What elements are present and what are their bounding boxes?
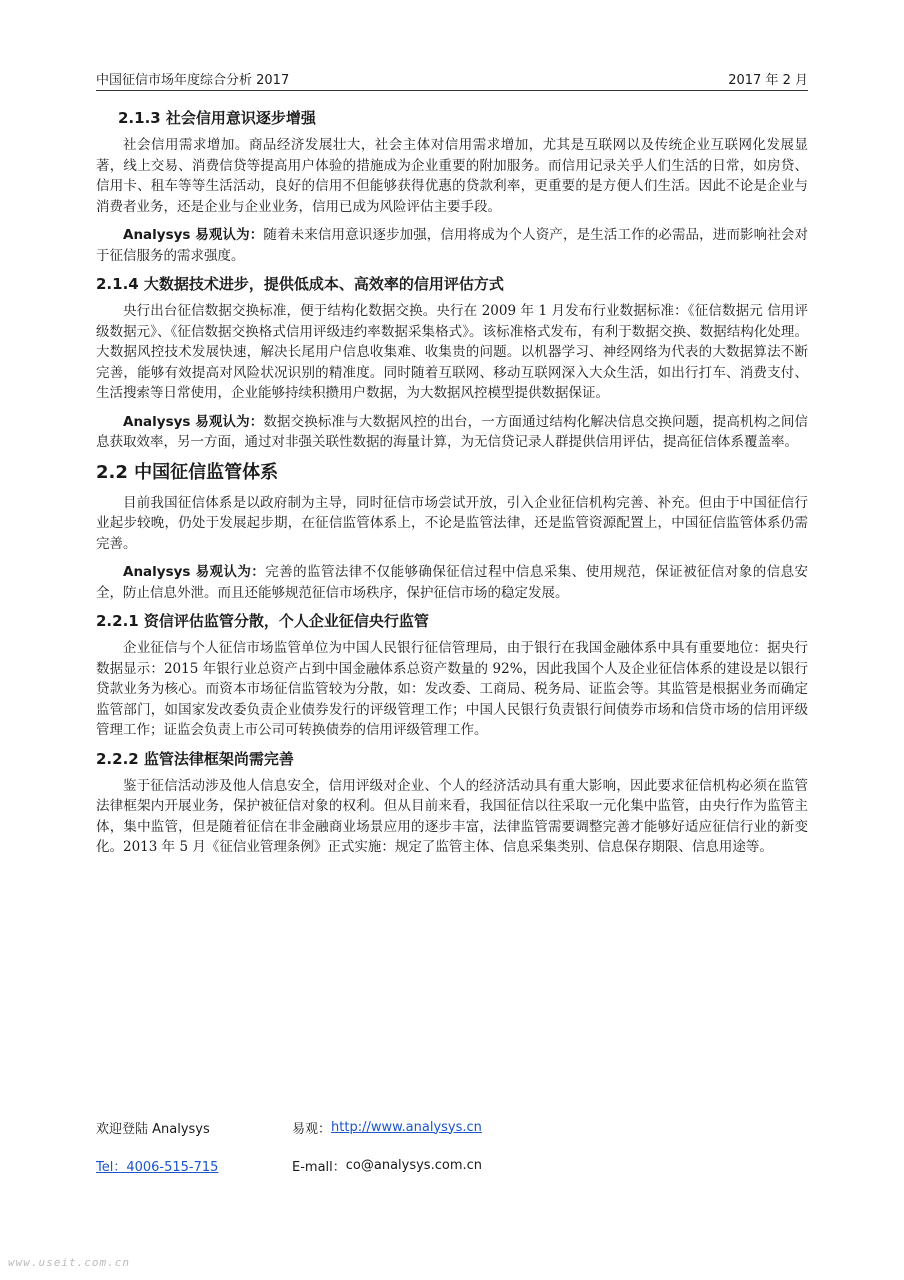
analysys-view-2-1-4	[96, 412, 808, 453]
heading-2-2-2: 2.2.2 监管法律框架尚需完善	[96, 749, 294, 768]
view-text: 数据交换标准与大数据风控的出台，一方面通过结构化解决信息交换问题，提高机构之间信息获取效率，另一方面，通过对非强关联性数据的海量计算，为无信贷记录人群提供信用评估，提高征信体系覆盖率。	[96, 413, 809, 450]
paragraph-2-2-2: 鉴于征信活动涉及他人信息安全，信用评级对企业、个人的经济活动具有重大影响，因此要求征信机构必须在监管法律框架内开展业务，保护被征信对象的权利。但从目前来看，我国征信以往采取一元化集中监管，由央行作为监管主体，集中监管，但是随着征信在非金融商业场景应用的逐步丰富，法律监管需要调整完善才能够好适应征信行业的新变化。2013 年 5 月《征信业管理条例》正式实施：规定了监管主体、信息采集类别、信息保存期限、信息用途等。	[96, 777, 808, 855]
paragraph-2-1-4: 央行出台征信数据交换标准，便于结构化数据交换。央行在 2009 年 1 月发布行业数据标准：《征信数据元 信用评级数据元》、《征信数据交换格式信用评级违约率数据采集格式》。该标准格式发布，有利于数据交换、数据结构化处理。大数据风控技术发展快速，解决长尾用户信息收集难、收集贵的问题。以机器学习、神经网络为代表的大数据算法不断完善，能够有效提高对风险状况识别的精准度。同时随着互联网、移动互联网深入大众生活，如出行打车、消费支付、生活搜索等日常使用，企业能够持续积攒用户数据，为大数据风控模型提供数据保证。	[96, 303, 808, 401]
footer-row-2	[96, 1146, 808, 1184]
welcome-text: 欢迎登陆 Analysys	[96, 1121, 210, 1137]
view-text: 随着未来信用意识逐步加强，信用将成为个人资产，是生活工作的必需品，进而影响社会对于征信服务的需求强度。	[96, 227, 809, 264]
analysys-view-2-2	[96, 562, 808, 603]
email-label: E-mall：	[292, 1159, 346, 1175]
watermark: www.useit.com.cn	[8, 1256, 130, 1269]
yiguan-label: 易观：	[292, 1121, 332, 1137]
report-title: 中国征信市场年度综合分析 2017	[96, 73, 290, 88]
analysys-view-2-1-3	[96, 225, 808, 266]
view-lead: Analysys 易观认为：	[123, 227, 264, 243]
tel-link[interactable]: Tel：4006-515-715	[96, 1159, 219, 1175]
page-content	[96, 102, 808, 866]
heading-2-2-1: 2.2.1 资信评估监管分散，个人企业征信央行监管	[96, 612, 429, 630]
heading-2-1-3: 2.1.3 社会信用意识逐步增强	[118, 109, 316, 127]
heading-2-2: 2.2 中国征信监管体系	[96, 461, 279, 483]
page-header	[96, 66, 808, 91]
paragraph-2-2: 目前我国征信体系是以政府制为主导，同时征信市场尝试开放，引入企业征信机构完善、补充。但由于中国征信行业起步较晚，仍处于发展起步期，在征信监管体系上，不论是监管法律，还是监管资源配置上，中国征信监管体系仍需完善。	[96, 494, 808, 552]
email-address: co@analysys.com.cn	[345, 1157, 482, 1173]
report-date: 2017 年 2 月	[728, 73, 808, 88]
view-lead: Analysys 易观认为：	[123, 564, 266, 580]
paragraph-2-1-3: 社会信用需求增加。商品经济发展壮大，社会主体对信用需求增加，尤其是互联网以及传统企业互联网化发展显著，线上交易、消费信贷等提高用户体验的措施成为企业重要的附加服务。而信用记录关乎人们生活的日常，如房贷、信用卡、租车等等生活活动，良好的信用不但能够获得优惠的贷款利率，更重要的是方便人们生活。因此不论是企业与消费者业务，还是企业与企业业务，信用已成为风险评估主要手段。	[96, 137, 808, 215]
footer-row-1	[96, 1108, 808, 1146]
website-link[interactable]: http://www.analysys.cn	[331, 1119, 482, 1135]
heading-2-1-4: 2.1.4 大数据技术进步，提供低成本、高效率的信用评估方式	[96, 275, 504, 293]
page-footer	[96, 1108, 808, 1184]
view-lead: Analysys 易观认为：	[123, 413, 264, 430]
paragraph-2-2-1: 企业征信与个人征信市场监管单位为中国人民银行征信管理局，由于银行在我国金融体系中具有重要地位：据央行数据显示：2015 年银行业总资产占到中国金融体系总资产数量的 92%，因此我国个人及企业征信体系的建设是以银行贷款业务为核心。而资本市场征信监管较为分散，如：发改委、工商局、税务局、证监会等。其监管是根据业务而确定监管部门，如国家发改委负责企业债券发行的评级管理工作；中国人民银行负责银行间债券市场和信贷市场的信用评级管理工作；证监会负责上市公司可转换债券的信用评级管理工作。	[96, 640, 808, 738]
view-text: 完善的监管法律不仅能够确保征信过程中信息采集、使用规范，保证被征信对象的信息安全，防止信息外泄。而且还能够规范征信市场秩序，保护征信市场的稳定发展。	[96, 564, 808, 601]
